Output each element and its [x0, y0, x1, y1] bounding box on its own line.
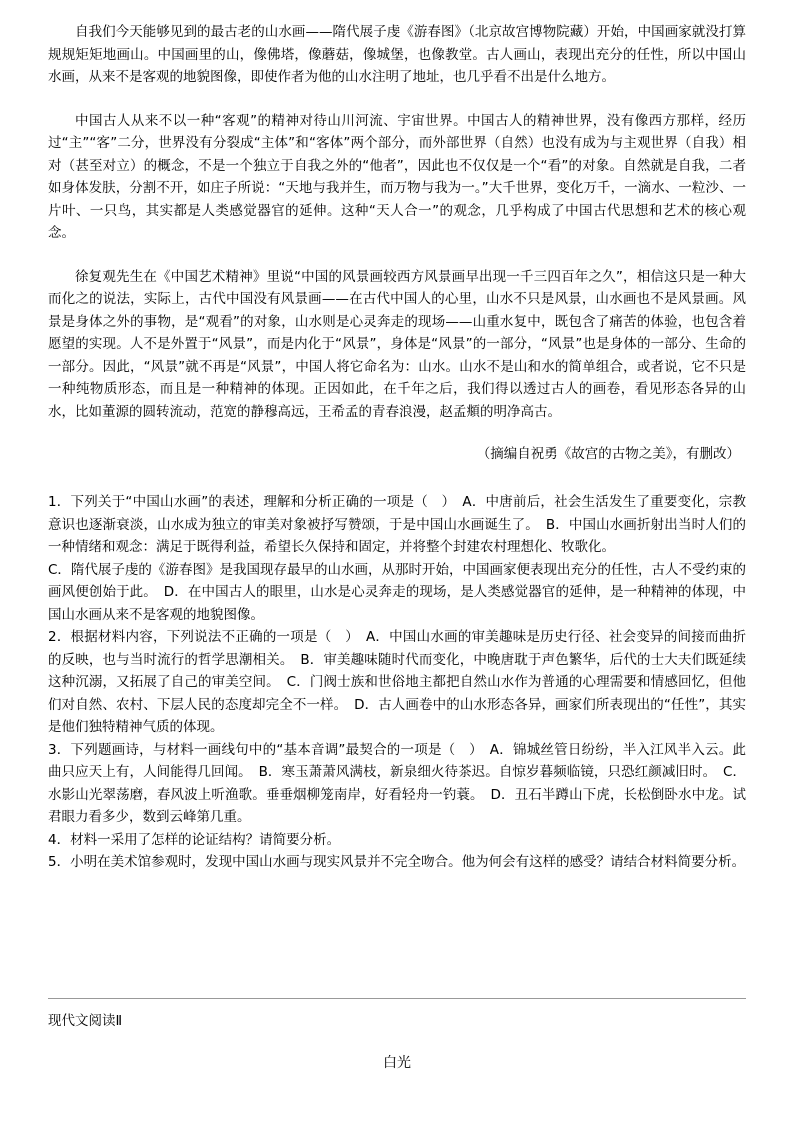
question-1: 1．下列关于“中国山水画”的表述，理解和分析正确的一项是（ ） A．中唐前后，社会生活发生了重要变化，宗教意识也逐渐衰淡，山水成为独立的审美对象被抒写赞颂，于是中国山水画诞生了。 B．中国山水画折射出当时人们的一种情绪和观念：满足于既得利益，希望长久保持和固定，并将整个封建农村理想化、牧歌化。	[48, 494, 746, 555]
question-4: 4．材料一采用了怎样的论证结构？请简要分析。	[48, 831, 341, 848]
passage-paragraph-3: 徐复观先生在《中国艺术精神》里说“中国的风景画较西方风景画早出现一千三四百年之久”，相信这只是一种大而化之的说法，实际上，古代中国没有风景画——在古代中国人的心里，山水不只是风景，山水画也不是风景画。风景是身体之外的事物，是“观看”的对象，山水则是心灵奔走的现场——山重水复中，既包含了痛苦的体验，也包含着愿望的实现。人不是外置于“风景”，而是内化于“风景”，身体是“风景”的一部分，“风景”也是身体的一部分、生命的一部分。因此，“风景”就不再是“风景”，中国人将它命名为：山水。山水不是山和水的简单组合，或者说，它不只是一种纯物质形态，而且是一种精神的体现。正因如此，在千年之后，我们得以透过古人的画卷，看见形态各异的山水，比如董源的圆转流动，范宽的静穆高远，王希孟的青春浪漫，赵孟頫的明净高古。	[48, 268, 746, 420]
question-list	[48, 491, 746, 874]
question-5: 5．小明在美术馆参观时，发现中国山水画与现实风景并不完全吻合。他为何会有这样的感受？请结合材料简要分析。	[48, 854, 746, 870]
section-label: 现代文阅读Ⅱ	[48, 1013, 123, 1029]
question-1-continued: C．隋代展子虔的《游春图》是我国现存最早的山水画，从那时开始，中国画家便表现出充分的任性，古人不受约束的画风便创始于此。 D．在中国古人的眼里，山水是心灵奔走的现场，是人类感觉器官的延伸，是一种精神的体现，中国山水画从来不是客观的地貌图像。	[48, 561, 746, 623]
question-2: 2．根据材料内容，下列说法不正确的一项是（ ） A．中国山水画的审美趣味是历史行径、社会变异的间接而曲折的反映，也与当时流行的哲学思潮相关。 B．审美趣味随时代而变化，中晚唐耽于声色繁华，后代的士大夫们既延续这种沉溺，又拓展了自己的审美空间。 C．门阀士族和世俗地主都把自然山水作为普通的心理需要和情感回忆，但他们对自然、农村、下层人民的态度却完全不一样。 D．古人画卷中的山水形态各异，画家们所表现出的“任性”，其实是他们独特精神气质的体现。	[48, 629, 746, 735]
question-3: 3．下列题画诗，与材料一画线句中的“基本音调”最契合的一项是（ ） A．锦城丝管日纷纷，半入江风半入云。此曲只应天上有，人间能得几回闻。 B．寒玉萧萧风满枝，新泉细火待茶迟。自惊岁暮频临镜，只恐红颜减旧时。 C．水影山光翠荡磨，春风波上听渔歌。垂垂烟柳笼南岸，好看轻舟一钓蓑。 D．丑石半蹲山下虎，长松倒卧水中龙。试君眼力看多少，数到云峰第几重。	[48, 741, 746, 825]
story-title: 白光	[383, 1055, 411, 1071]
document-content	[48, 21, 746, 874]
passage-paragraph-2: 中国古人从来不以一种“客观”的精神对待山川河流、宇宙世界。中国古人的精神世界，没有像西方那样，经历过“主”“客”二分，世界没有分裂成“主体”和“客体”两个部分，而外部世界（自然）也没有成为与主观世界（自我）相对（甚至对立）的概念，不是一个独立于自我之外的“他者”，因此也不仅仅是一个“看”的对象。自然就是自我，二者如身体发肤，分割不开，如庄子所说：“天地与我并生，而万物与我为一。”大千世界，变化万千，一滴水、一粒沙、一片叶、一只鸟，其实都是人类感觉器官的延伸。这种“天人合一”的观念，几乎构成了中国古代思想和艺术的核心观念。	[48, 112, 746, 241]
passage-source-citation: （摘编自祝勇《故宫的古物之美》，有删改）	[476, 446, 740, 462]
section-divider	[48, 998, 746, 999]
passage-paragraph-1: 自我们今天能够见到的最古老的山水画——隋代展子虔《游春图》（北京故宫博物院藏）开始，中国画家就没打算规规矩矩地画山。中国画里的山，像佛塔，像蘑菇，像城堡，也像教堂。古人画山，表现出充分的任性，所以中国山水画，从来不是客观的地貌图像，即使作者为他的山水注明了地址，也几乎看不出是什么地方。	[48, 24, 746, 85]
